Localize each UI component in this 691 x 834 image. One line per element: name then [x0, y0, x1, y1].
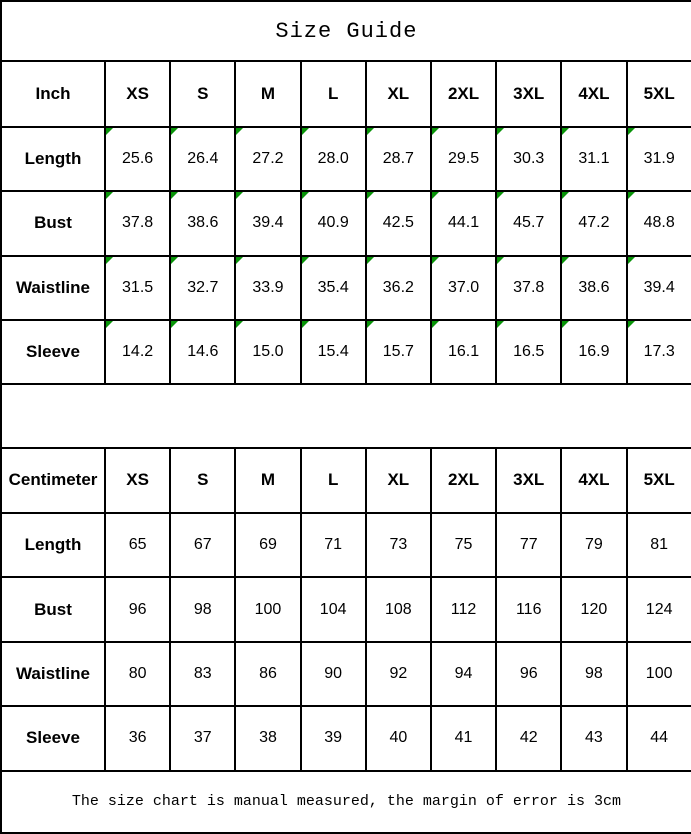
inch-size-header-s: S [170, 61, 235, 126]
cell-value: 27.2 [252, 149, 284, 167]
table-cell [496, 127, 561, 191]
table-cell: 98 [561, 642, 626, 706]
cell-value: 35.4 [317, 278, 349, 296]
excel-flag-icon [367, 321, 374, 328]
excel-flag-icon [171, 192, 178, 199]
cell-value: 16.9 [578, 343, 610, 361]
table-cell [105, 127, 170, 191]
table-cell: 75 [431, 513, 496, 577]
table-cell: 38 [235, 706, 300, 770]
table-cell: 120 [561, 577, 626, 641]
excel-flag-icon [302, 321, 309, 328]
table-cell [366, 320, 431, 384]
cm-size-header-5xl: 5XL [627, 448, 691, 513]
table-cell [235, 256, 300, 320]
cm-length-row [1, 513, 691, 577]
table-cell: 36 [105, 706, 170, 770]
table-cell: 67 [170, 513, 235, 577]
cell-value: 29.5 [447, 149, 480, 167]
table-cell: 37 [170, 706, 235, 770]
cell-value: 45.7 [513, 214, 545, 232]
table-cell [105, 256, 170, 320]
table-cell: 104 [301, 577, 366, 641]
table-cell [235, 127, 300, 191]
table-cell: 112 [431, 577, 496, 641]
inch-size-header-5xl: 5XL [627, 61, 691, 126]
table-cell: 71 [301, 513, 366, 577]
inch-sleeve-row [1, 320, 691, 384]
table-cell [366, 127, 431, 191]
excel-flag-icon [236, 321, 243, 328]
cell-value: 16.5 [513, 343, 545, 361]
table-cell [627, 127, 691, 191]
excel-flag-icon [497, 192, 504, 199]
table-cell [496, 256, 561, 320]
table-cell [561, 256, 626, 320]
table-cell: 116 [496, 577, 561, 641]
excel-flag-icon [432, 128, 439, 135]
inch-header-row [1, 61, 691, 126]
inch-size-header-xl: XL [366, 61, 431, 126]
excel-flag-icon [367, 192, 374, 199]
cell-value: 14.2 [122, 343, 154, 361]
table-cell: 39 [301, 706, 366, 770]
excel-flag-icon [628, 257, 635, 264]
cell-value: 32.7 [187, 278, 219, 296]
cm-size-header-3xl: 3XL [496, 448, 561, 513]
table-cell [561, 191, 626, 255]
table-cell [170, 256, 235, 320]
table-row [1, 1, 691, 61]
row-label: Waistline [1, 256, 105, 320]
table-cell [301, 256, 366, 320]
cell-value: 37.8 [122, 214, 154, 232]
excel-flag-icon [106, 128, 113, 135]
table-cell: 43 [561, 706, 626, 770]
table-cell [301, 320, 366, 384]
cell-value: 37.0 [447, 278, 480, 296]
table-cell [627, 191, 691, 255]
excel-flag-icon [367, 128, 374, 135]
cell-value: 47.2 [578, 214, 610, 232]
table-cell [561, 127, 626, 191]
excel-flag-icon [497, 321, 504, 328]
table-cell [105, 320, 170, 384]
table-cell: 69 [235, 513, 300, 577]
inch-bust-row [1, 191, 691, 255]
cm-size-header-4xl: 4XL [561, 448, 626, 513]
table-cell: 44 [627, 706, 691, 770]
cell-value: 15.4 [317, 343, 349, 361]
row-label: Sleeve [1, 706, 105, 770]
table-cell: 41 [431, 706, 496, 770]
table-cell [431, 320, 496, 384]
table-cell [301, 127, 366, 191]
table-cell [431, 191, 496, 255]
cm-header-row [1, 448, 691, 513]
cell-value: 30.3 [513, 149, 545, 167]
cell-value: 38.6 [187, 214, 219, 232]
table-cell: 96 [105, 577, 170, 641]
excel-flag-icon [432, 192, 439, 199]
excel-flag-icon [302, 257, 309, 264]
table-cell: 79 [561, 513, 626, 577]
table-cell: 92 [366, 642, 431, 706]
inch-size-header-3xl: 3XL [496, 61, 561, 126]
excel-flag-icon [628, 128, 635, 135]
inch-unit-header: Inch [1, 61, 105, 126]
cm-size-header-xs: XS [105, 448, 170, 513]
excel-flag-icon [106, 192, 113, 199]
table-cell: 96 [496, 642, 561, 706]
excel-flag-icon [236, 192, 243, 199]
table-cell [627, 256, 691, 320]
row-label: Length [1, 127, 105, 191]
table-cell [366, 256, 431, 320]
table-cell: 40 [366, 706, 431, 770]
table-cell [170, 191, 235, 255]
inch-length-row [1, 127, 691, 191]
cm-bust-row [1, 577, 691, 641]
excel-flag-icon [562, 257, 569, 264]
table-cell: 77 [496, 513, 561, 577]
cell-value: 33.9 [252, 278, 284, 296]
excel-flag-icon [171, 321, 178, 328]
excel-flag-icon [106, 321, 113, 328]
cell-value: 15.0 [252, 343, 284, 361]
spacer-cell [1, 384, 691, 447]
excel-flag-icon [106, 257, 113, 264]
excel-flag-icon [497, 257, 504, 264]
cell-value: 26.4 [187, 149, 219, 167]
inch-size-header-xs: XS [105, 61, 170, 126]
table-cell [431, 256, 496, 320]
row-label: Waistline [1, 642, 105, 706]
footer-row [1, 771, 691, 833]
table-cell [301, 191, 366, 255]
excel-flag-icon [302, 192, 309, 199]
cm-size-header-2xl: 2XL [431, 448, 496, 513]
table-cell: 100 [235, 577, 300, 641]
table-cell: 90 [301, 642, 366, 706]
row-label: Sleeve [1, 320, 105, 384]
cell-value: 16.1 [447, 343, 480, 361]
table-cell: 108 [366, 577, 431, 641]
spacer-row [1, 384, 691, 447]
cell-value: 15.7 [382, 343, 414, 361]
table-cell: 42 [496, 706, 561, 770]
cell-value: 14.6 [187, 343, 219, 361]
excel-flag-icon [432, 321, 439, 328]
cell-value: 39.4 [643, 278, 675, 296]
excel-flag-icon [562, 321, 569, 328]
excel-flag-icon [236, 128, 243, 135]
row-label: Length [1, 513, 105, 577]
table-cell: 94 [431, 642, 496, 706]
table-cell [170, 127, 235, 191]
excel-flag-icon [562, 128, 569, 135]
cm-waistline-row [1, 642, 691, 706]
cell-value: 40.9 [317, 214, 349, 232]
table-cell [235, 191, 300, 255]
footer-note: The size chart is manual measured, the margin of error is 3cm [1, 771, 691, 833]
table-cell [366, 191, 431, 255]
cell-value: 31.1 [578, 149, 610, 167]
cm-size-header-s: S [170, 448, 235, 513]
inch-size-header-l: L [301, 61, 366, 126]
inch-size-header-2xl: 2XL [431, 61, 496, 126]
cm-size-header-m: M [235, 448, 300, 513]
excel-flag-icon [171, 257, 178, 264]
cell-value: 42.5 [382, 214, 414, 232]
excel-flag-icon [171, 128, 178, 135]
table-cell [235, 320, 300, 384]
cell-value: 37.8 [513, 278, 545, 296]
excel-flag-icon [628, 192, 635, 199]
cm-size-header-xl: XL [366, 448, 431, 513]
cell-value: 17.3 [643, 343, 675, 361]
excel-flag-icon [562, 192, 569, 199]
cell-value: 31.9 [643, 149, 675, 167]
table-cell [431, 127, 496, 191]
table-cell: 65 [105, 513, 170, 577]
table-cell [496, 320, 561, 384]
table-cell [496, 191, 561, 255]
row-label: Bust [1, 577, 105, 641]
inch-size-header-m: M [235, 61, 300, 126]
table-cell: 100 [627, 642, 691, 706]
cm-size-header-l: L [301, 448, 366, 513]
cell-value: 39.4 [252, 214, 284, 232]
table-cell: 83 [170, 642, 235, 706]
table-cell [105, 191, 170, 255]
cell-value: 31.5 [122, 278, 154, 296]
table-cell: 73 [366, 513, 431, 577]
cm-sleeve-row [1, 706, 691, 770]
table-cell [627, 320, 691, 384]
excel-flag-icon [302, 128, 309, 135]
table-cell: 80 [105, 642, 170, 706]
table-cell: 98 [170, 577, 235, 641]
inch-waistline-row [1, 256, 691, 320]
cell-value: 28.0 [317, 149, 349, 167]
cell-value: 25.6 [122, 149, 154, 167]
cell-value: 38.6 [578, 278, 610, 296]
cell-value: 36.2 [382, 278, 414, 296]
table-cell: 81 [627, 513, 691, 577]
table-cell: 86 [235, 642, 300, 706]
cell-value: 28.7 [382, 149, 414, 167]
table-cell [170, 320, 235, 384]
excel-flag-icon [432, 257, 439, 264]
cm-unit-header: Centimeter [1, 448, 105, 513]
cell-value: 44.1 [447, 214, 480, 232]
table-cell: 124 [627, 577, 691, 641]
excel-flag-icon [628, 321, 635, 328]
excel-flag-icon [367, 257, 374, 264]
excel-flag-icon [497, 128, 504, 135]
page-title: Size Guide [1, 1, 691, 61]
table-cell [561, 320, 626, 384]
cell-value: 48.8 [643, 214, 675, 232]
row-label: Bust [1, 191, 105, 255]
excel-flag-icon [236, 257, 243, 264]
inch-size-header-4xl: 4XL [561, 61, 626, 126]
